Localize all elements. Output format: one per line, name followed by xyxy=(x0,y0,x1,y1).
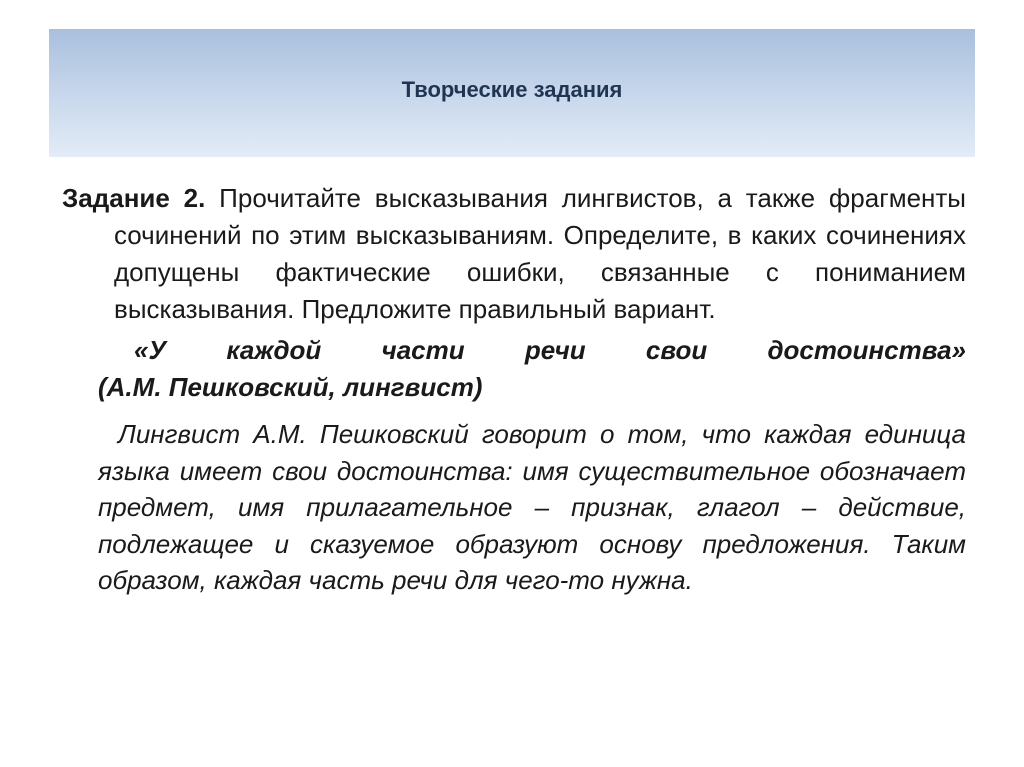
task-paragraph xyxy=(62,180,966,328)
slide-body xyxy=(62,180,966,625)
slide-title: Творческие задания xyxy=(401,77,623,102)
essay-passage: Лингвист А.М. Пешковский говорит о том, что каждая единица языка имеет свои достоинства: имя существительное обозначает предмет, имя прилагательное – признак, глагол – действие, подлежащее и сказуемое образуют основу предложения. Таким образом, каждая часть речи для чего-то нужна. xyxy=(98,419,966,595)
task-label: Задание 2. xyxy=(62,183,206,213)
quote-block xyxy=(62,332,966,406)
header-band xyxy=(49,29,975,157)
quote-author: (А.М. Пешковский, лингвист) xyxy=(98,372,483,402)
quote-text: «У каждой части речи свои достоинства» xyxy=(134,335,966,365)
task-text: Прочитайте высказывания лингвистов, а также фрагменты сочинений по этим высказываниям. Определите, в каких сочинениях допущены фактические ошибки, связанные с пониманием высказывания. Предложите правильный вариант. xyxy=(114,183,966,324)
